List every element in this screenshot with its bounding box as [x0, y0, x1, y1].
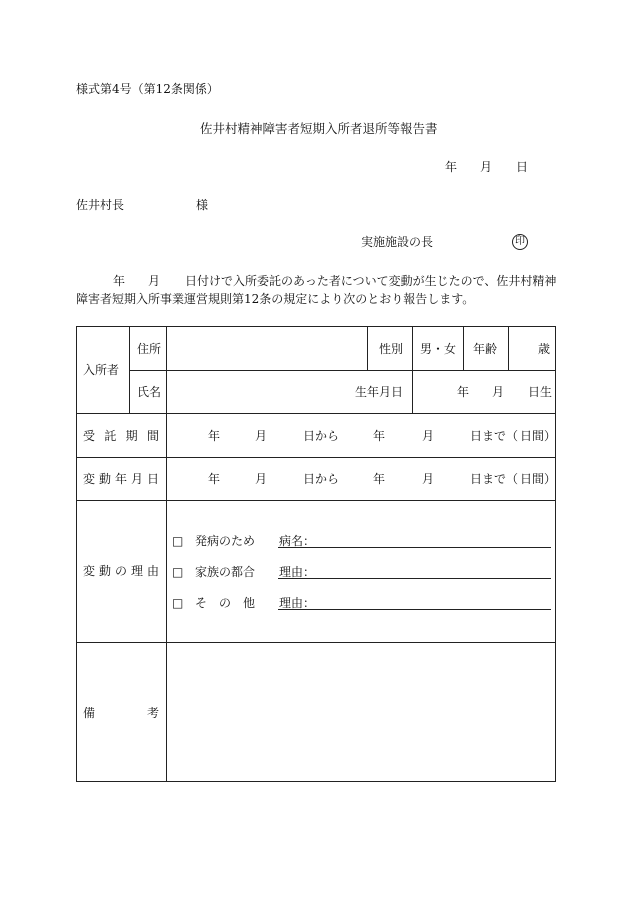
consign-to-day: 日まで（: [470, 429, 519, 443]
form-number: 様式第4号（第12条関係）: [76, 82, 219, 96]
reason-illness-checkbox[interactable]: □: [172, 534, 184, 548]
consign-from-month: 月: [255, 429, 268, 443]
birth-day: 日生: [528, 385, 553, 399]
age-unit: 歳: [538, 342, 551, 356]
reason-family-detail: 理由：: [279, 565, 316, 579]
change-to-year: 年: [373, 472, 386, 486]
age-label: 年齢: [473, 342, 498, 356]
change-reason-label: 変 動 の 理 由: [83, 564, 159, 578]
date-year-label: 年: [445, 160, 458, 174]
body-year: 年: [113, 274, 126, 288]
sex-options: 男・女: [420, 342, 457, 356]
sex-label: 性別: [379, 342, 404, 356]
reason-other-label: そ の 他: [195, 596, 256, 610]
change-to-day: 日まで（: [470, 472, 519, 486]
change-to-month: 月: [422, 472, 435, 486]
change-date-label: 変 動 年 月 日: [83, 472, 159, 486]
reason-illness-label: 発病のため: [195, 534, 256, 548]
consign-to-month: 月: [422, 429, 435, 443]
body-month: 月: [148, 274, 161, 288]
reason-family-line[interactable]: [278, 578, 551, 579]
birth-year: 年: [457, 385, 470, 399]
date-month-label: 月: [480, 160, 493, 174]
body-line-2: 障害者短期入所事業運営規則第12条の規定により次のとおり報告します。: [76, 292, 475, 306]
name-label: 氏名: [137, 385, 162, 399]
consign-from-year: 年: [208, 429, 221, 443]
birth-month: 月: [492, 385, 505, 399]
reason-illness-detail: 病名：: [279, 534, 316, 548]
remarks-label: 備 考: [83, 706, 159, 720]
addressee-name: 佐井村長: [76, 198, 125, 212]
consign-days: 日間）: [520, 429, 557, 443]
consign-from-day: 日から: [303, 429, 340, 443]
change-from-month: 月: [255, 472, 268, 486]
addressee-honorific: 様: [196, 198, 209, 212]
reason-family-checkbox[interactable]: □: [172, 565, 184, 579]
reason-illness-line[interactable]: [278, 547, 551, 548]
consign-period-label: 受 託 期 間: [83, 429, 159, 443]
change-from-day: 日から: [303, 472, 340, 486]
sender-label: 実施施設の長: [361, 235, 434, 249]
date-day-label: 日: [516, 160, 529, 174]
resident-label: 入所者: [83, 363, 120, 377]
change-days: 日間）: [520, 472, 557, 486]
reason-other-line[interactable]: [278, 609, 551, 610]
seal-mark: 印: [512, 234, 528, 250]
document-title: 佐井村精神障害者短期入所者退所等報告書: [200, 121, 438, 136]
reason-family-label: 家族の都合: [195, 565, 256, 579]
birth-label: 生年月日: [355, 385, 404, 399]
change-from-year: 年: [208, 472, 221, 486]
consign-to-year: 年: [373, 429, 386, 443]
reason-other-detail: 理由：: [279, 596, 316, 610]
report-table: [76, 326, 556, 782]
reason-other-checkbox[interactable]: □: [172, 596, 184, 610]
address-label: 住所: [137, 342, 162, 356]
body-line-1: 日付けで入所委託のあった者について変動が生じたので、佐井村精神: [185, 274, 557, 288]
